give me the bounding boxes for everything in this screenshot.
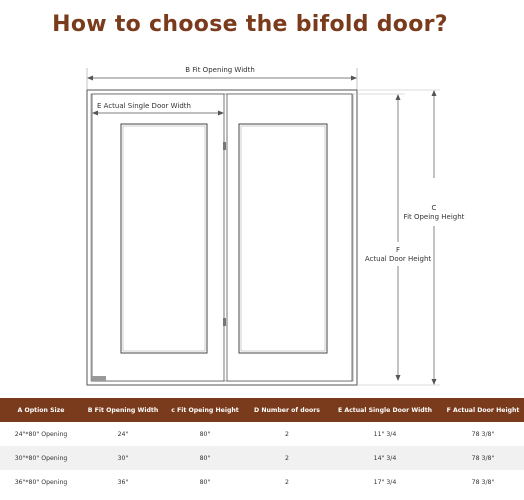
header-a: A Option Size bbox=[0, 398, 82, 422]
floor-pivot bbox=[92, 376, 106, 381]
cell-height: 80" bbox=[199, 430, 211, 438]
right-door bbox=[227, 94, 352, 381]
hinge-bottom bbox=[223, 318, 226, 326]
header-f: F Actual Door Height bbox=[442, 398, 524, 422]
left-door bbox=[92, 94, 224, 381]
dimension-b-arrow-right bbox=[351, 76, 357, 81]
cell-door-height: 78 3/8" bbox=[471, 430, 495, 438]
cell-door-height: 78 3/8" bbox=[471, 478, 495, 486]
label-c-letter: C bbox=[431, 204, 437, 212]
cell-option: 36"*80" Opening bbox=[14, 478, 68, 486]
cell-height: 80" bbox=[199, 478, 211, 486]
cell-doors: 2 bbox=[285, 430, 289, 438]
size-table bbox=[0, 398, 524, 494]
table-row bbox=[0, 422, 524, 446]
header-d: D Number of doors bbox=[246, 398, 328, 422]
cell-width: 24" bbox=[117, 430, 129, 438]
dimension-c-arrow-top bbox=[432, 90, 437, 96]
cell-height: 80" bbox=[164, 446, 246, 470]
page-title: How to choose the bifold door? bbox=[52, 12, 448, 37]
dimension-b-arrow-left bbox=[87, 76, 93, 81]
cell-width: 30" bbox=[82, 446, 164, 470]
header-b: B Fit Opening Width bbox=[82, 398, 164, 422]
cell-doors: 2 bbox=[285, 478, 289, 486]
dimension-c-arrow-bottom bbox=[432, 379, 437, 385]
cell-door-width: 14" 3/4 bbox=[328, 446, 442, 470]
cell-door-width: 17" 3/4 bbox=[373, 478, 397, 486]
table-header-row bbox=[0, 398, 524, 422]
header-c: c Fit Opeing Height bbox=[164, 398, 246, 422]
dimension-f-arrow-top bbox=[396, 94, 401, 100]
cell-option: 30"*80" Opening bbox=[0, 446, 82, 470]
cell-door-height: 78 3/8" bbox=[442, 446, 524, 470]
header-e: E Actual Single Door Width bbox=[328, 398, 442, 422]
cell-width: 36" bbox=[117, 478, 129, 486]
label-e: E Actual Single Door Width bbox=[97, 102, 191, 110]
cell-door-width: 11" 3/4 bbox=[373, 430, 397, 438]
table-row bbox=[0, 446, 524, 470]
label-c-text: Fit Opeing Height bbox=[403, 213, 465, 221]
cell-doors: 2 bbox=[246, 446, 328, 470]
label-f-letter: F bbox=[395, 246, 401, 254]
label-f-text: Actual Door Height bbox=[364, 255, 432, 263]
cell-option: 24"*80" Opening bbox=[14, 430, 68, 438]
label-b: B Fit Opening Width bbox=[185, 66, 255, 74]
dimension-f-arrow-bottom bbox=[396, 375, 401, 381]
hinge-top bbox=[223, 142, 226, 150]
table-row bbox=[0, 470, 524, 494]
